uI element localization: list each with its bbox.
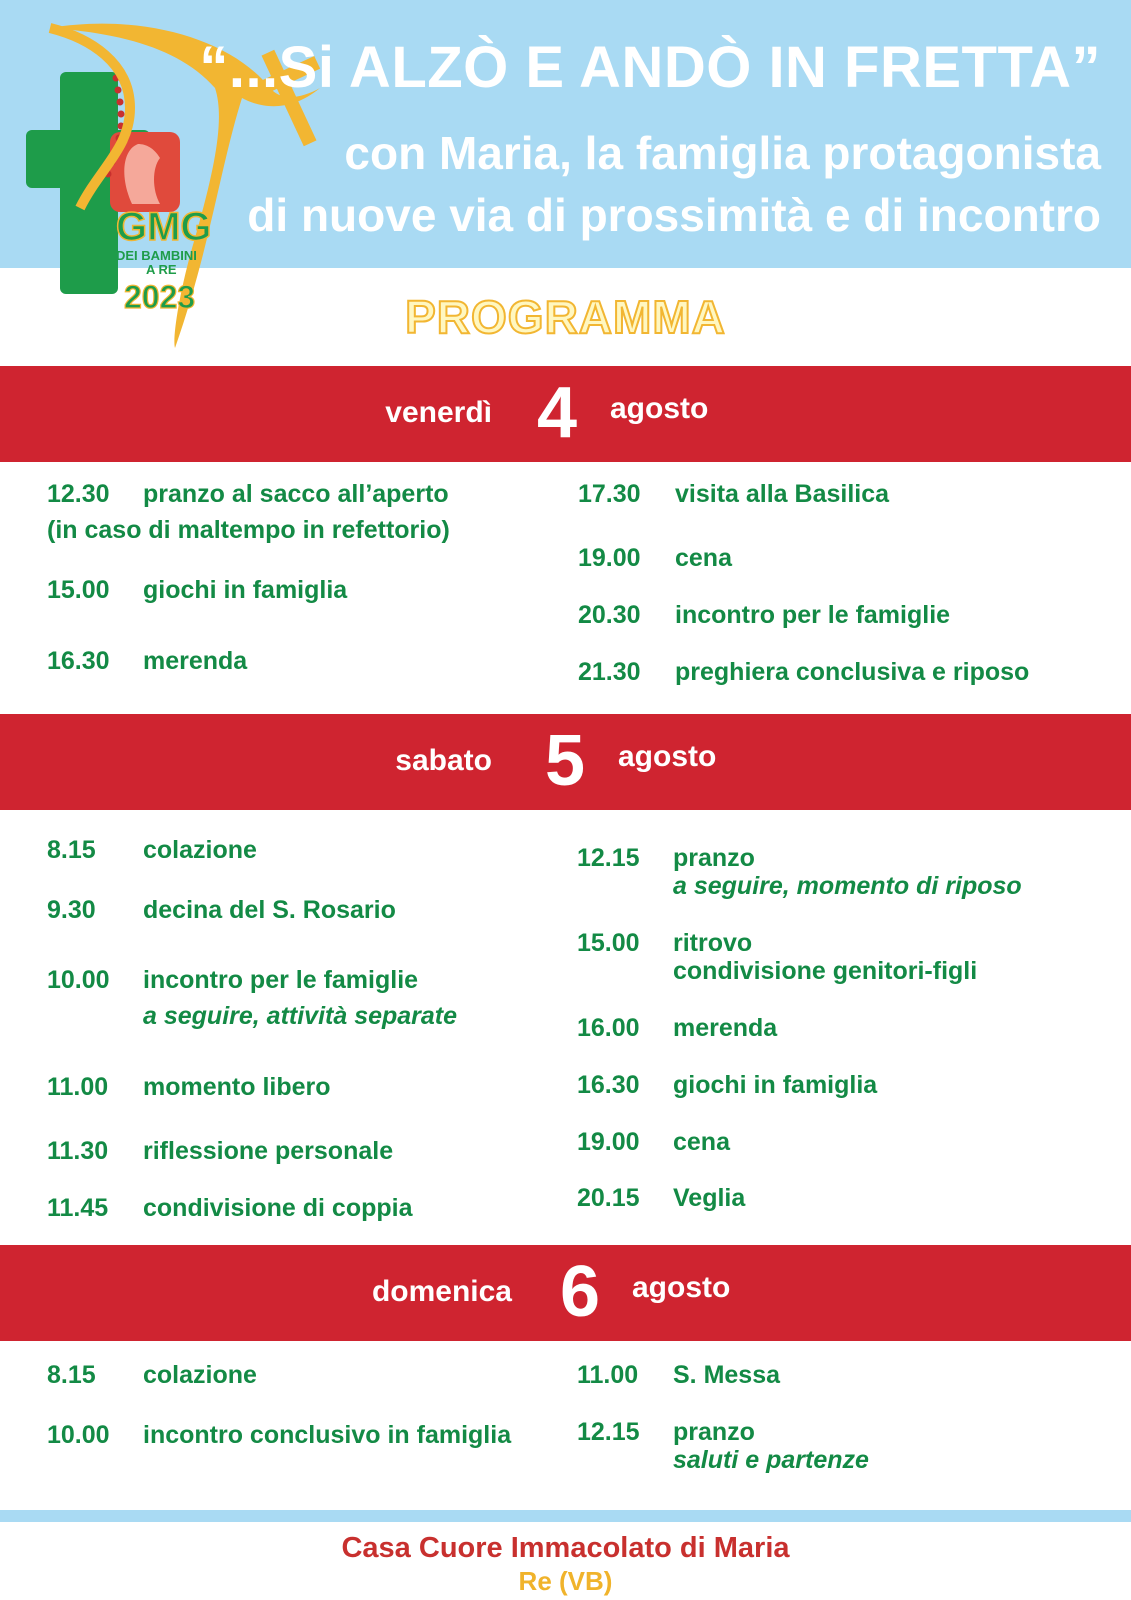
- logo-gmg: GMG: [116, 205, 212, 249]
- event-desc: riflessione personale: [143, 1137, 394, 1165]
- event-desc: ritrovo: [673, 929, 753, 957]
- event-time: 12.15: [577, 1418, 640, 1446]
- event-desc: incontro conclusivo in famiglia: [143, 1421, 512, 1449]
- event-time: 11.00: [47, 1073, 109, 1101]
- event-desc: merenda: [143, 647, 248, 675]
- event-time: 12.15: [577, 844, 640, 872]
- logo-year: 2023: [124, 279, 196, 315]
- event-note: a seguire, momento di riposo: [673, 872, 1022, 900]
- event-note: (in caso di maltempo in refettorio): [47, 516, 450, 544]
- day-bar-venerdi: [0, 366, 1131, 462]
- event-time: 8.15: [47, 836, 96, 864]
- subtitle-line-1: con Maria, la famiglia protagonista: [344, 127, 1101, 179]
- day-number: 6: [559, 1252, 601, 1332]
- day-weekday: venerdì: [385, 396, 492, 429]
- day-month: agosto: [632, 1271, 731, 1304]
- footer-venue-place: Re (VB): [518, 1566, 613, 1596]
- day-month: agosto: [610, 392, 709, 425]
- day-weekday: domenica: [371, 1275, 512, 1308]
- event-desc: condivisione di coppia: [143, 1194, 413, 1222]
- subtitle-line-2: di nuove via di prossimità e di incontro: [247, 189, 1101, 241]
- page-title: “...Si ALZÒ E ANDÒ IN FRETTA”: [199, 35, 1101, 100]
- day-bar-domenica: [0, 1245, 1131, 1341]
- event-desc: giochi in famiglia: [673, 1071, 878, 1099]
- event-desc: pranzo al sacco all’aperto: [143, 480, 449, 508]
- event-time: 16.00: [577, 1014, 640, 1042]
- event-desc: visita alla Basilica: [675, 480, 890, 508]
- event-desc: cena: [673, 1128, 730, 1156]
- event-time: 11.00: [577, 1361, 639, 1389]
- event-desc: pranzo: [673, 1418, 755, 1446]
- event-time: 19.00: [578, 544, 641, 572]
- event-time: 16.30: [577, 1071, 640, 1099]
- footer-divider: [0, 1510, 1131, 1522]
- day-month: agosto: [618, 740, 717, 773]
- event-time: 20.30: [578, 601, 641, 629]
- event-time: 16.30: [47, 647, 110, 675]
- event-desc: preghiera conclusiva e riposo: [675, 658, 1030, 686]
- logo-dei-bambini: DEI BAMBINI: [116, 248, 197, 263]
- programma-heading: PROGRAMMA: [405, 291, 726, 343]
- event-time: 11.45: [47, 1194, 109, 1222]
- event-desc: Veglia: [673, 1184, 746, 1212]
- event-time: 21.30: [578, 658, 641, 686]
- event-time: 15.00: [577, 929, 640, 957]
- event-desc: cena: [675, 544, 732, 572]
- event-time: 15.00: [47, 576, 110, 604]
- event-desc: decina del S. Rosario: [143, 896, 396, 924]
- event-note: a seguire, attività separate: [143, 1002, 458, 1030]
- day-bar-sabato: [0, 714, 1131, 810]
- event-desc: pranzo: [673, 844, 755, 872]
- event-time: 17.30: [578, 480, 641, 508]
- logo-a-re: A RE: [146, 262, 177, 277]
- event-time: 11.30: [47, 1137, 109, 1165]
- event-time: 12.30: [47, 480, 110, 508]
- event-desc: S. Messa: [673, 1361, 781, 1389]
- event-time: 10.00: [47, 966, 110, 994]
- event-desc: colazione: [143, 1361, 257, 1389]
- event-desc: momento libero: [143, 1073, 331, 1101]
- event-time: 10.00: [47, 1421, 110, 1449]
- footer-venue-name: Casa Cuore Immacolato di Maria: [341, 1532, 790, 1564]
- event-desc: incontro per le famiglie: [675, 601, 951, 629]
- event-note: saluti e partenze: [673, 1446, 869, 1474]
- event-desc: merenda: [673, 1014, 778, 1042]
- event-desc: colazione: [143, 836, 257, 864]
- event-desc-line2: condivisione genitori-figli: [673, 957, 978, 985]
- event-desc: incontro per le famiglie: [143, 966, 419, 994]
- day-number: 5: [544, 721, 586, 801]
- event-time: 8.15: [47, 1361, 96, 1389]
- day-weekday: sabato: [395, 744, 492, 777]
- day-number: 4: [536, 373, 578, 453]
- event-time: 19.00: [577, 1128, 640, 1156]
- event-desc: giochi in famiglia: [143, 576, 348, 604]
- event-time: 20.15: [577, 1184, 640, 1212]
- event-time: 9.30: [47, 896, 96, 924]
